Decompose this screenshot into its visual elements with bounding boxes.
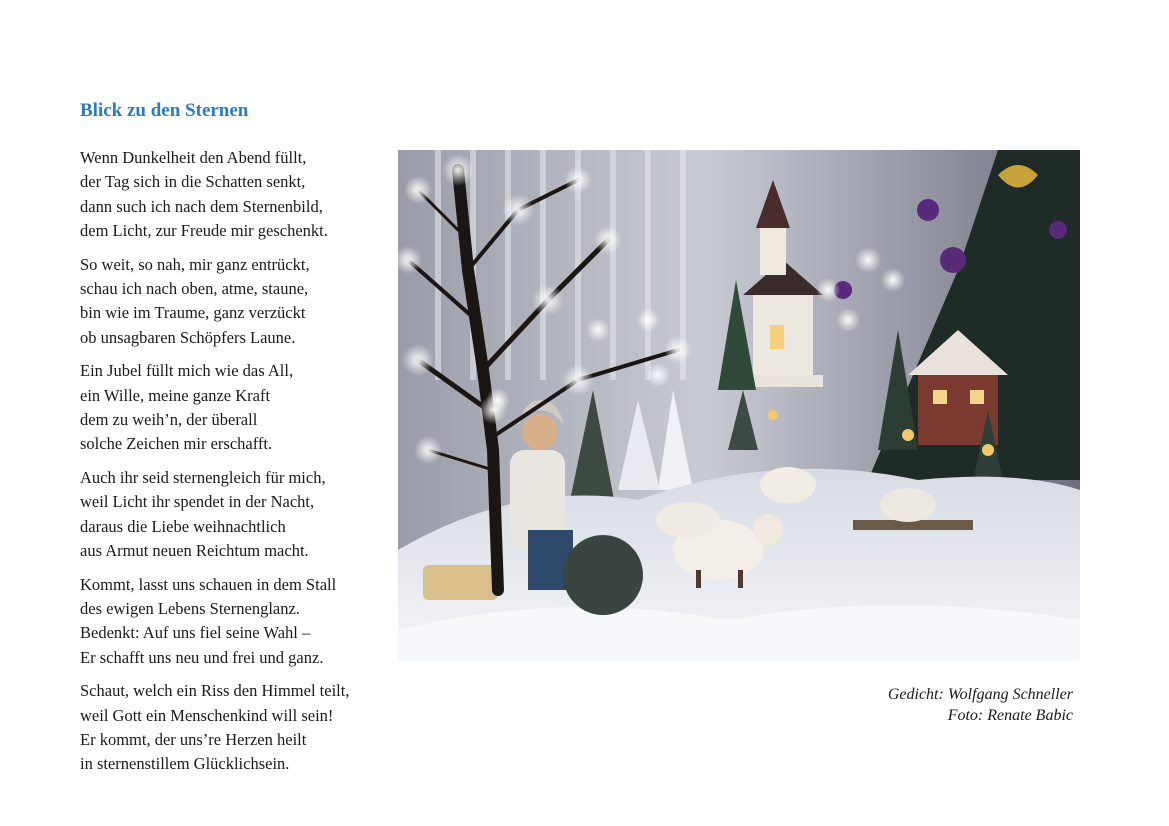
sheep bbox=[656, 502, 720, 538]
poem-line: ein Wille, meine ganze Kraft bbox=[80, 385, 271, 405]
page-title: Blick zu den Sternen bbox=[80, 100, 249, 121]
stanza bbox=[80, 679, 390, 777]
poem-line: dem zu weih’n, der überall bbox=[80, 410, 258, 430]
poem bbox=[80, 146, 390, 786]
poem-line: So weit, so nah, mir ganz entrückt, bbox=[80, 254, 310, 274]
christmas-scene-photo bbox=[398, 150, 1080, 661]
photo-credit: Foto: Renate Babic bbox=[947, 707, 1073, 724]
poem-line: Bedenkt: Auf uns fiel seine Wahl – bbox=[80, 623, 311, 643]
poem-line: weil Gott ein Menschenkind will sein! bbox=[80, 705, 334, 725]
stanza bbox=[80, 253, 390, 351]
poem-line: Auch ihr seid sternengleich für mich, bbox=[80, 467, 326, 487]
poem-line: schau ich nach oben, atme, staune, bbox=[80, 279, 309, 299]
poem-line: dem Licht, zur Freude mir geschenkt. bbox=[80, 221, 328, 241]
poem-line: dann such ich nach dem Sternenbild, bbox=[80, 196, 323, 216]
poem-line: Wenn Dunkelheit den Abend füllt, bbox=[80, 148, 307, 167]
poem-line: Kommt, lasst uns schauen in dem Stall bbox=[80, 574, 337, 594]
poem-line: weil Licht ihr spendet in der Nacht, bbox=[80, 492, 315, 512]
poem-line: des ewigen Lebens Sternenglanz. bbox=[80, 598, 300, 618]
poem-line: Ein Jubel füllt mich wie das All, bbox=[80, 361, 294, 381]
stanza bbox=[80, 573, 390, 671]
poem-line: Er schafft uns neu und frei und ganz. bbox=[80, 647, 324, 667]
stanza bbox=[80, 359, 390, 457]
poem-line: der Tag sich in die Schatten senkt, bbox=[80, 172, 306, 192]
poem-credit: Gedicht: Wolfgang Schneller bbox=[887, 686, 1073, 703]
poem-line: solche Zeichen mir erschafft. bbox=[80, 434, 273, 454]
poem-line: Schaut, welch ein Riss den Himmel teilt, bbox=[80, 681, 350, 701]
sheep bbox=[880, 488, 936, 522]
poem-line: daraus die Liebe weihnachtlich bbox=[80, 516, 286, 536]
stanza bbox=[80, 146, 390, 244]
christmas-scene-illustration bbox=[398, 150, 1080, 661]
poem-line: Er kommt, der uns’re Herzen heilt bbox=[80, 729, 307, 749]
credits bbox=[888, 684, 1073, 726]
sheep bbox=[760, 467, 816, 503]
poem-line: aus Armut neuen Reichtum macht. bbox=[80, 541, 309, 561]
poem-line: in sternenstillem Glücklichsein. bbox=[80, 754, 290, 774]
stanza bbox=[80, 466, 390, 564]
poem-line: bin wie im Traume, ganz verzückt bbox=[80, 303, 306, 323]
poem-line: ob unsagbaren Schöpfers Laune. bbox=[80, 327, 296, 347]
